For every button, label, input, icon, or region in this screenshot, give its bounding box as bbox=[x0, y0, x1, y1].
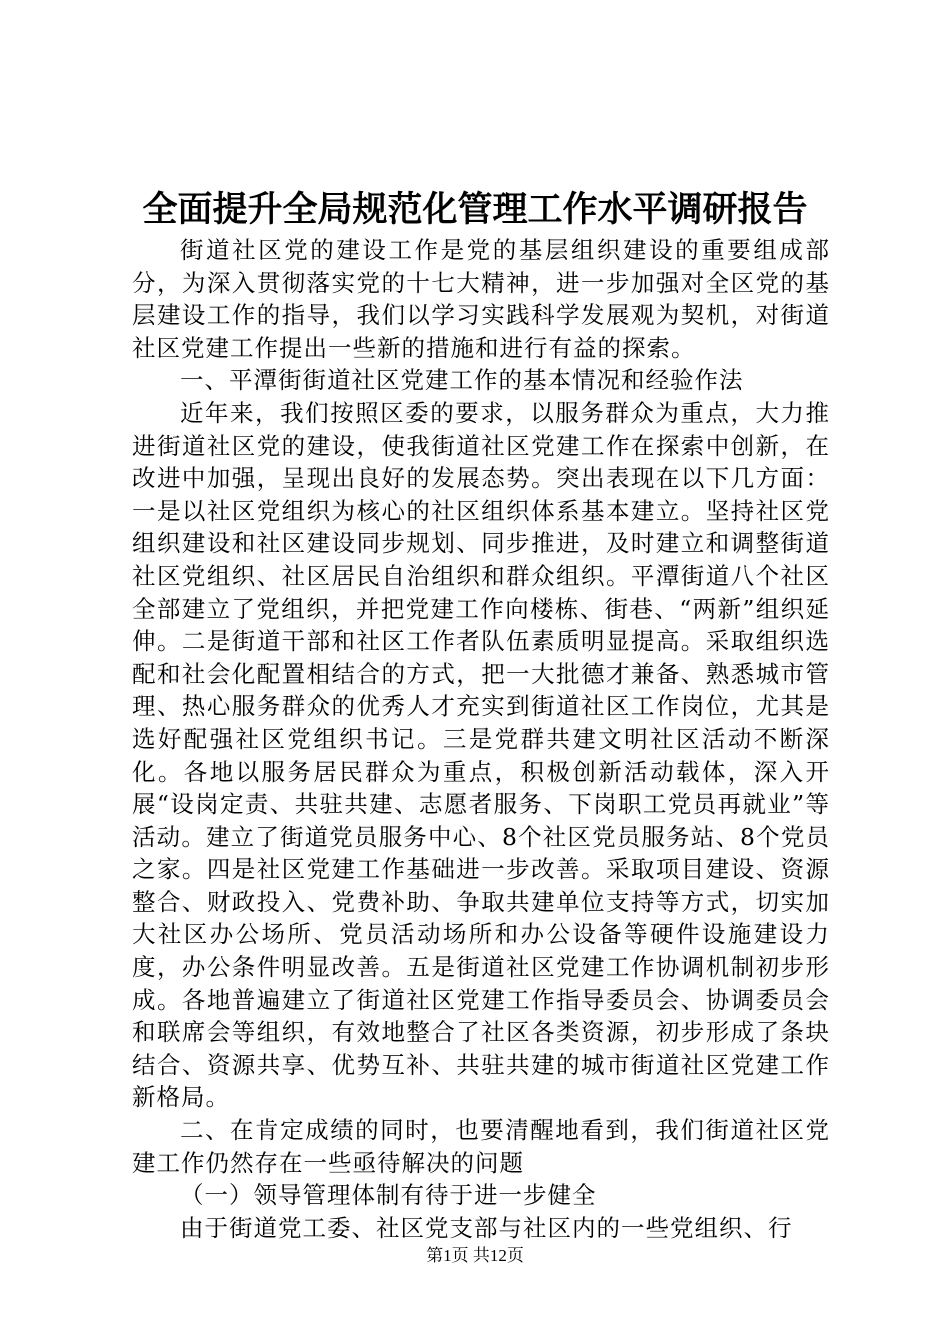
subsection-heading-1: （一）领导管理体制有待于进一步健全 bbox=[180, 1181, 597, 1210]
document-body bbox=[132, 234, 830, 1244]
document-title: 全面提升全局规范化管理工作水平调研报告 bbox=[142, 189, 808, 230]
paragraph-continuation: 由于街道党工委、社区党支部与社区内的一些党组织、行 bbox=[180, 1213, 793, 1242]
section-heading-2: 二、在肯定成绩的同时，也要清醒地看到，我们街道社区党建工作仍然存在一些亟待解决的问题 bbox=[132, 1116, 830, 1177]
page-number: 第1页 共12页 bbox=[426, 1246, 524, 1265]
paragraph-intro: 街道社区党的建设工作是党的基层组织建设的重要组成部分，为深入贯彻落实党的十七大精神，进一步加强对全区党的基层建设工作的指导，我们以学习实践科学发展观为契机，对街道社区党建工作提出一些新的措施和进行有益的探索。 bbox=[132, 236, 830, 362]
section-heading-1: 一、平潭街街道社区党建工作的基本情况和经验作法 bbox=[180, 366, 744, 395]
paragraph-basic-situation: 近年来，我们按照区委的要求，以服务群众为重点，大力推进街道社区党的建设，使我街道社区党建工作在探索中创新，在改进中加强，呈现出良好的发展态势。突出表现在以下几方面：一是以社区党组织为核心的社区组织体系基本建立。坚持社区党组织建设和社区建设同步规划、同步推进，及时建立和调整街道社区党组织、社区居民自治组织和群众组织。平潭街道八个社区全部建立了党组织，并把党建工作向楼栋、街巷、“两新”组织延伸。二是街道干部和社区工作者队伍素质明显提高。采取组织选配和社会化配置相结合的方式，把一大批德才兼备、熟悉城市管理、热心服务群众的优秀人才充实到街道社区工作岗位，尤其是选好配强社区党组织书记。三是党群共建文明社区活动不断深化。各地以服务居民群众为重点，积极创新活动载体，深入开展“设岗定责、共驻共建、志愿者服务、下岗职工党员再就业”等活动。建立了街道党员服务中心、8个社区党员服务站、8个党员之家。四是社区党建工作基础进一步改善。采取项目建设、资源整合、财政投入、党费补助、争取共建单位支持等方式，切实加大社区办公场所、党员活动场所和办公设备等硬件设施建设力度，办公条件明显改善。五是街道社区党建工作协调机制初步形成。各地普遍建立了街道社区党建工作指导委员会、协调委员会和联席会等组织，有效地整合了社区各类资源，初步形成了条块结合、资源共享、优势互补、共驻共建的城市街道社区党建工作新格局。 bbox=[132, 398, 830, 1112]
